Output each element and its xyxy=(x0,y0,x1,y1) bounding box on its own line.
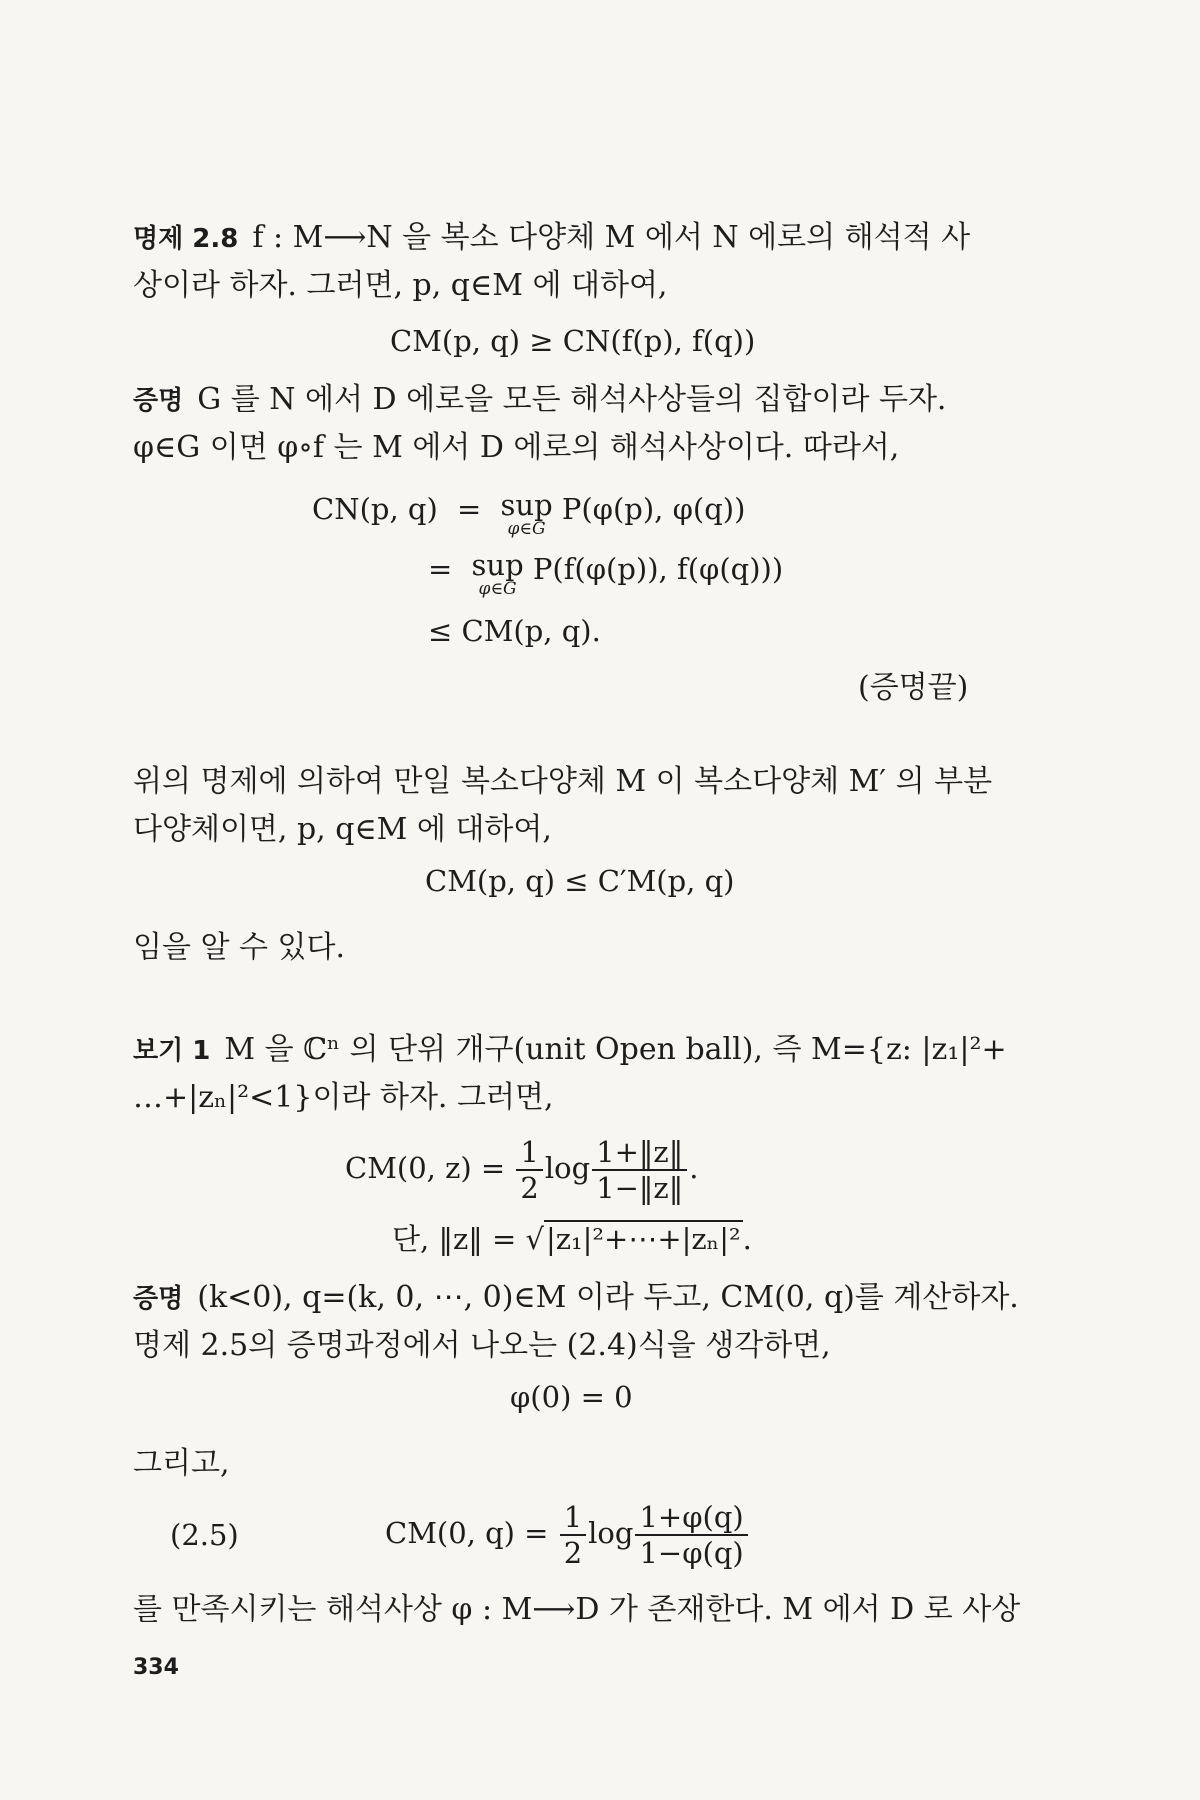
proof-heading: 증명 xyxy=(133,386,184,416)
norm-definition: 단, ‖z‖ = √|z₁|²+⋯+|zₙ|². xyxy=(392,1222,752,1256)
proposition-line-2: 상이라 하자. 그러면, p, q∈M 에 대하여, xyxy=(133,268,668,303)
proposition-text-1: f : M⟶N 을 복소 다양체 M 에서 N 에로의 해석적 사 xyxy=(252,220,971,255)
proof-line-1 xyxy=(133,380,1003,421)
sup-operator-2: sup φ∈G xyxy=(471,548,524,599)
eq25-log: log xyxy=(588,1516,634,1550)
ex-proof-line-3: 그리고, xyxy=(133,1446,230,1481)
ex-proof-text-1: (k<0), q=(k, 0, ⋯, 0)∈M 이라 두고, CM(0, q)를 계산하자. xyxy=(197,1280,1019,1315)
norm-radicand: |z₁|²+⋯+|zₙ|² xyxy=(545,1222,741,1256)
eq25-half: $\frac{1}{2}$ xyxy=(560,1500,586,1570)
proof-line-2: φ∈G 이면 φ∘f 는 M 에서 D 에로의 해석사상이다. 따라서, xyxy=(133,430,900,465)
ex-proof-line-1 xyxy=(133,1278,1019,1319)
example-heading: 보기 1 xyxy=(133,1036,211,1066)
page-number: 334 xyxy=(133,1655,179,1680)
dan-label: 단, xyxy=(392,1222,430,1256)
example-line-2: …+|zₙ|²<1}이라 하자. 그러면, xyxy=(133,1080,554,1115)
sup-operator: sup φ∈G xyxy=(500,488,553,539)
proof-end-mark: (증명끝) xyxy=(858,670,969,705)
example-formula-lhs: CM(0, z) = xyxy=(345,1151,506,1185)
ex-proof-heading: 증명 xyxy=(133,1284,184,1314)
log-label: log xyxy=(544,1151,591,1185)
remark-line-1: 위의 명제에 의하여 만일 복소다양체 M 이 복소다양체 M′ 의 부분 xyxy=(133,764,993,799)
phi-zero-formula: φ(0) = 0 xyxy=(510,1380,633,1414)
eq1-lhs: CN(p, q) xyxy=(312,492,438,526)
remark-line-3: 임을 알 수 있다. xyxy=(133,930,346,965)
ex-proof-line-2: 명제 2.5의 증명과정에서 나오는 (2.4)식을 생각하면, xyxy=(133,1328,831,1363)
eq1-rhs: P(φ(p), φ(q)) xyxy=(561,492,746,526)
remark-line-2: 다양체이면, p, q∈M 에 대하여, xyxy=(133,812,552,847)
equation-2-5 xyxy=(385,1500,750,1570)
half-fraction: $\frac{1}{2}$ xyxy=(516,1135,542,1205)
remark-formula: CM(p, q) ≤ C′M(p, q) xyxy=(425,864,735,898)
eq2-rhs: P(f(φ(p)), f(φ(q))) xyxy=(532,552,784,586)
example-line-1 xyxy=(133,1030,1007,1071)
log-fraction: $\frac{1+‖z‖}{1-‖z‖}$ xyxy=(592,1135,687,1205)
proposition-formula: CM(p, q) ≥ CN(f(p), f(q)) xyxy=(390,324,756,358)
equation-label: (2.5) xyxy=(170,1518,239,1552)
example-formula: CM(0, z) = $\frac{1}{2}$ log $\frac{1+‖z‖}{1-‖z‖}$ . xyxy=(345,1135,699,1205)
sup-equation-2: = sup φ∈G P(f(φ(p)), f(φ(q))) xyxy=(428,548,784,599)
example-text-1: M 을 ℂⁿ 의 단위 개구(unit Open ball), 즉 M={z: |z₁|²+ xyxy=(224,1032,1007,1067)
proof-text-1: G 를 N 에서 D 에로을 모든 해석사상들의 집합이라 두자. xyxy=(197,382,947,417)
proposition-line-1 xyxy=(133,218,1003,259)
sup-equation-3: ≤ CM(p, q). xyxy=(428,614,601,648)
proposition-heading: 명제 2.8 xyxy=(133,224,239,254)
ex-proof-line-4: 를 만족시키는 해석사상 φ : M⟶D 가 존재한다. M 에서 D 로 사상 xyxy=(133,1592,1021,1627)
sup-equation-1: CN(p, q) = sup φ∈G P(φ(p), φ(q)) xyxy=(312,488,746,539)
eq25-lhs: CM(0, q) = xyxy=(385,1516,549,1550)
norm-lhs: ‖z‖ = √ xyxy=(438,1222,544,1256)
eq25-fraction: $\frac{1+\varphi(q)}{1-\varphi(q)}$ xyxy=(635,1500,747,1570)
